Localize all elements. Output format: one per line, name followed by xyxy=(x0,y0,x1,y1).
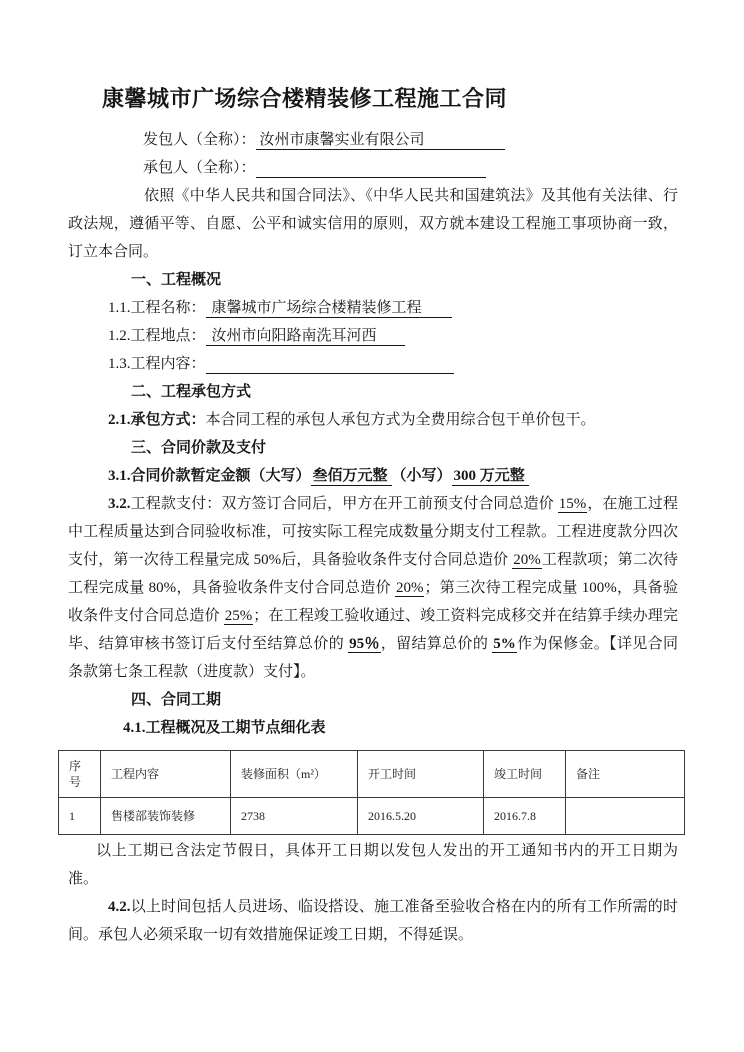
payment-text-7: 作为保修金。【详见合同条款第七条工程款（进度款）支付】。 xyxy=(68,636,678,680)
item-2-1-line xyxy=(68,406,678,434)
party-b-value-blank xyxy=(256,160,486,178)
item-4-2-paragraph xyxy=(68,893,678,949)
payment-text-3: 工程款项；第二次待工程完成量 80%，具备验收条件支付合同总造价 xyxy=(68,552,678,596)
item-2-1-label: 2.1.承包方式： xyxy=(108,412,206,428)
project-name-value: 康馨城市广场综合楼精装修工程 xyxy=(206,300,452,318)
cell-remarks xyxy=(566,798,685,835)
header-decorated-area: 装修面积（m²） xyxy=(231,751,358,798)
item-4-2-text: 以上时间包括人员进场、临设搭设、施工准备至验收合格在内的所有工作所需的时间。承包人必须采取一切有效措施保证竣工日期，不得延误。 xyxy=(68,899,678,943)
item-2-1-text: 本合同工程的承包人承包方式为全费用综合包干单价包干。 xyxy=(205,412,596,428)
warranty-percent: 5% xyxy=(493,636,516,652)
party-a-value-blank: 汝州市康馨实业有限公司 xyxy=(256,132,505,150)
party-b-label: 承包人（全称）： xyxy=(143,160,256,176)
preamble-paragraph: 依照《中华人民共和国合同法》、《中华人民共和国建筑法》及其他有关法律、行政法规，遵循平等、自愿、公平和诚实信用的原则，双方就本建设工程施工事项协商一致，订立本合同。 xyxy=(68,188,678,260)
section-4-heading: 四、合同工期 xyxy=(131,692,222,708)
project-content-blank xyxy=(206,356,454,374)
document-title: 康馨城市广场综合楼精装修工程施工合同 xyxy=(102,86,508,111)
payment-text-6: ，留结算总价的 xyxy=(380,636,493,652)
header-serial-number: 序号 xyxy=(59,751,101,798)
payment-text-5: ；在工程竣工验收通过、竣工资料完成移交并在结算手续办理完毕、结算审核书签订后支付至结算总价的 xyxy=(68,608,678,652)
payment-text-2: ，在施工过程中工程质量达到合同验收标准，可按实际工程完成数量分期支付工程款。工程进度款分四次支付，第一次待工程量完成 50%后，具备验收条件支付合同总造价 xyxy=(68,496,678,568)
party-a-label: 发包人（全称）： xyxy=(143,132,256,148)
cell-start-date: 2016.5.20 xyxy=(358,798,484,835)
second-payment-percent: 20% xyxy=(395,580,424,596)
schedule-table xyxy=(58,750,685,835)
header-remarks: 备注 xyxy=(566,751,685,798)
item-4-1-subheading: 4.1.工程概况及工期节点细化表 xyxy=(123,720,326,736)
item-3-1-line xyxy=(68,462,678,490)
project-location-value: 汝州市向阳路南洗耳河西 xyxy=(206,328,405,346)
party-b-line xyxy=(68,154,678,182)
payment-text-1: 工程款支付：双方签订合同后，甲方在开工前预支付合同总造价 xyxy=(130,496,558,512)
cell-work-content: 售楼部装饰装修 xyxy=(101,798,231,835)
item-3-2-paragraph xyxy=(68,490,678,686)
item-1-2-line xyxy=(68,322,678,350)
cell-serial-number: 1 xyxy=(59,798,101,835)
item-1-3-label: 1.3.工程内容： xyxy=(108,356,206,372)
payment-text-4: ；第三次待工程完成量 100%，具备验收条件支付合同总造价 xyxy=(68,580,678,624)
amount-in-figures: 300 万元整 xyxy=(452,468,529,486)
schedule-note-paragraph: 以上工期已含法定节假日，具体开工日期以发包人发出的开工通知书内的开工日期为准。 xyxy=(68,843,678,887)
item-3-1-mid: （小写） xyxy=(391,468,452,484)
header-completion-date: 竣工时间 xyxy=(484,751,566,798)
item-3-1-prefix: 3.1.合同价款暂定金额（大写） xyxy=(108,468,311,484)
section-1-heading: 一、工程概况 xyxy=(131,272,222,288)
settlement-percent: 95％ xyxy=(349,636,380,652)
header-start-date: 开工时间 xyxy=(358,751,484,798)
header-work-content: 工程内容 xyxy=(101,751,231,798)
section-2-heading: 二、工程承包方式 xyxy=(131,384,252,400)
item-4-2-number: 4.2. xyxy=(108,899,131,915)
third-payment-percent: 25% xyxy=(224,608,253,624)
item-1-2-label: 1.2.工程地点： xyxy=(108,328,206,344)
prepay-percent: 15% xyxy=(558,496,587,512)
item-1-3-line xyxy=(68,350,678,378)
section-3-heading: 三、合同价款及支付 xyxy=(131,440,267,456)
schedule-table-data-row xyxy=(59,798,685,835)
cell-completion-date: 2016.7.8 xyxy=(484,798,566,835)
party-a-line xyxy=(68,126,678,154)
item-1-1-line xyxy=(68,294,678,322)
item-1-1-label: 1.1.工程名称： xyxy=(108,300,206,316)
first-payment-percent: 20% xyxy=(513,552,541,568)
amount-in-words: 叁佰万元整 xyxy=(311,468,392,486)
item-3-2-number: 3.2. xyxy=(108,496,131,512)
schedule-table-header-row xyxy=(59,751,685,798)
cell-decorated-area: 2738 xyxy=(231,798,358,835)
